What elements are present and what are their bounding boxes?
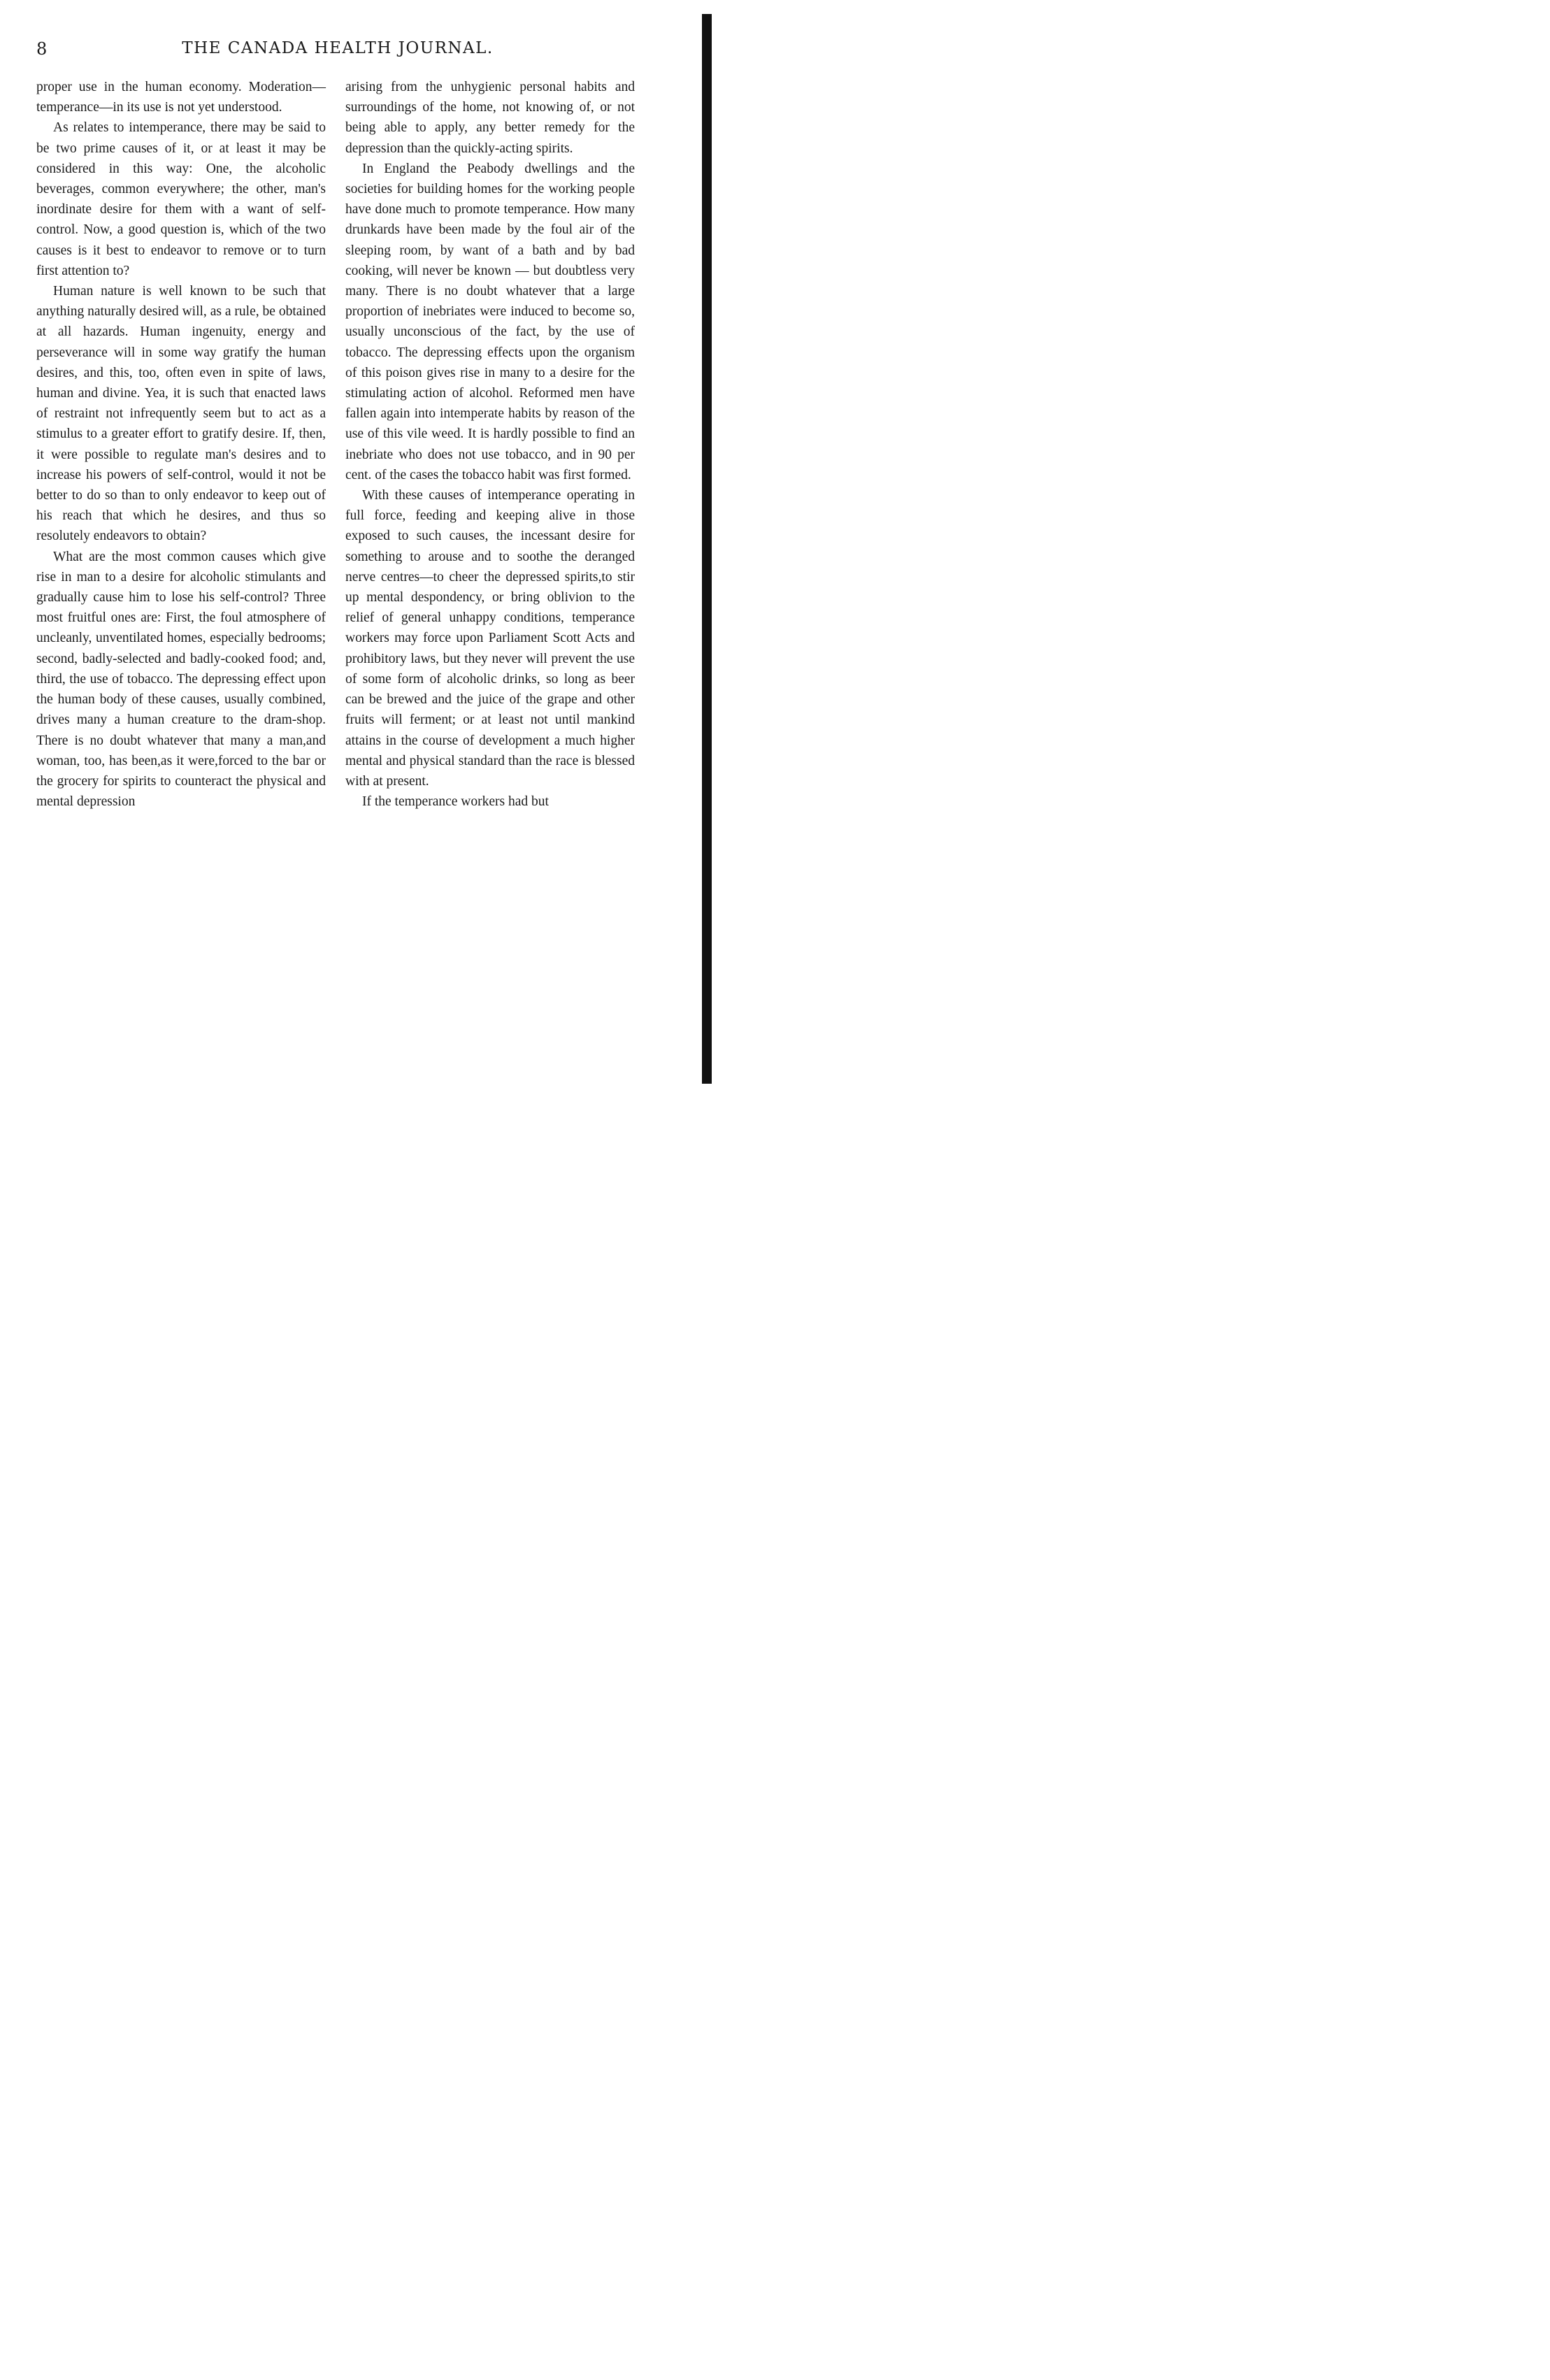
paragraph: With these causes of intemperance operating in full force, feeding and keeping alive in those exposed to such causes, the incessant desire for something to arouse and to soothe the deranged nerve centres—to cheer the depressed spirits,to stir up mental despondency, or bring oblivion to the relief of general unhappy conditions, temperance workers may force upon Parliament Scott Acts and prohibitory laws, but they never will prevent the use of some form of alcoholic drinks, so long as beer can be brewed and the juice of the grape and other fruits will ferment; or at least not until mankind attains in the course of development a much higher mental and physical standard than the race is blessed with at present.	[345, 488, 635, 789]
page-header	[36, 39, 639, 63]
journal-page	[0, 0, 716, 1099]
page-number: 8	[36, 39, 48, 59]
paragraph: In England the Peabody dwellings and the societies for building homes for the working people have done much to promote temperance. How many drunkards have been made by the foul air of the sleeping room, by want of a bath and by bad cooking, will never be known — but doubtless very many. There is no doubt whatever that a large proportion of inebriates were induced to become so, usually unconscious of the fact, by the use of tobacco. The depressing effects upon the organism of this poison gives rise in many to a desire for the stimulating action of alcohol. Reformed men have fallen again into intemperate habits by reason of the use of this vile weed. It is hardly possible to find an inebriate who does not use tobacco, and in 90 per cent. of the cases the tobacco habit was first formed.	[345, 161, 635, 482]
running-title: THE CANADA HEALTH JOURNAL.	[182, 39, 494, 57]
paragraph: As relates to intemperance, there may be said to be two prime causes of it, or at least it may be considered in this way: One, the alcoholic beverages, common everywhere; the other, man's inordinate desire for them with a want of self-control. Now, a good question is, which of the two causes is it best to endeavor to remove or to turn first attention to?	[36, 120, 326, 278]
paragraph: If the temperance workers had but	[362, 794, 549, 810]
paragraph: What are the most common causes which give rise in man to a desire for alcoholic stimulants and gradually cause him to lose his self-control? Three most fruitful ones are: First, the foul atmosphere of uncleanly, unventilated homes, especially bedrooms; second, badly-selected and badly-cooked food; and, third, the use of tobacco. The depressing effect upon the human body of these causes, usually combined, drives many a human creature to the dram-shop. There is no doubt whatever that many a man,and woman, too, has been,as it were,forced to the bar or the grocery for spirits to counteract the physical and mental depression	[36, 549, 326, 810]
left-column	[36, 77, 326, 812]
paragraph: arising from the unhygienic personal habits and surroundings of the home, not knowing of, or not being able to apply, any better remedy for the depression than the quickly-acting spirits.	[345, 80, 635, 156]
paragraph: proper use in the human economy. Moderation—temperance—in its use is not yet understood.	[36, 80, 326, 115]
paragraph: Human nature is well known to be such that anything naturally desired will, as a rule, be obtained at all hazards. Human ingenuity, energy and perseverance will in some way gratify the human desires, and this, too, often even in spite of laws, human and divine. Yea, it is such that enacted laws of restraint not infrequently seem but to act as a stimulus to a greater effort to gratify desire. If, then, it were possible to regulate man's desires and to increase his powers of self-control, would it not be better to do so than to only endeavor to keep out of his reach that which he desires, and thus so resolutely endeavors to obtain?	[36, 284, 326, 544]
scan-edge-shadow	[702, 14, 712, 1084]
right-column	[345, 77, 635, 812]
